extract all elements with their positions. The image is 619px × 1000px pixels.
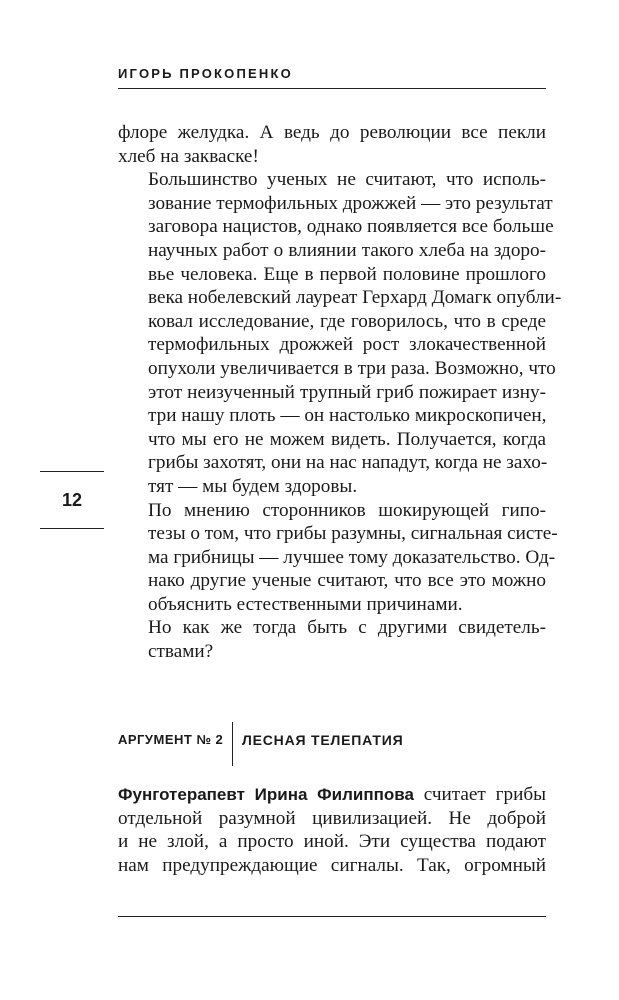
text-line: По мнению сторонников шокирующей гипо- (148, 499, 546, 521)
text-line: научных работ о влиянии такого хлеба на здоро- (148, 239, 546, 261)
paragraph (118, 499, 558, 617)
section-line: отдельной разумной цивилизацией. Не доброй (118, 807, 546, 829)
text-line: тезы о том, что грибы разумны, сигнальная систе- (148, 523, 558, 545)
section-first-line-rest: считает грибы (413, 784, 546, 805)
section-line: и не злой, а просто иной. Эти существа подают (118, 831, 546, 853)
argument-title: ЛЕСНАЯ ТЕЛЕПАТИЯ (242, 732, 404, 748)
text-line: термофильных дрожжей рост злокачественной (148, 334, 546, 356)
expert-name: Фунготерапевт Ирина Филиппова (118, 785, 414, 804)
text-line: опухоли увеличивается в три раза. Возможно, что (148, 357, 556, 379)
page-number: 12 (61, 490, 83, 510)
text-line: объяснить естественными причинами. (148, 593, 463, 615)
text-line: ма грибницы — лучшее тому доказательство. Од- (148, 546, 556, 568)
section-divider (232, 722, 233, 766)
text-line: века нобелевский лауреат Герхард Домагк опубли- (148, 287, 562, 309)
section-text (118, 783, 546, 877)
argument-label: АРГУМЕНТ № 2 (118, 732, 224, 747)
footer-rule (118, 916, 546, 917)
text-line: нако другие ученые считают, что все это можно (148, 570, 546, 592)
text-line: вье человека. Еще в первой половине прошлого (148, 263, 546, 285)
section-first-line (118, 783, 546, 807)
text-line: хлеб на закваске! (118, 145, 259, 167)
section-heading (118, 722, 546, 766)
text-line: ствами? (148, 641, 214, 663)
text-line: этот неизученный трупный гриб пожирает изну- (148, 381, 546, 403)
text-line: Большинство ученых не считают, что исполь- (148, 169, 546, 191)
paragraph (118, 616, 546, 663)
text-line: что мы его не можем видеть. Получается, когда (148, 428, 546, 450)
text-line: флоре желудка. А ведь до революции все пекли (118, 122, 546, 143)
section-line: нам предупреждающие сигналы. Так, огромный (118, 854, 546, 876)
text-line: заговора нацистов, однако появляется все больше (148, 216, 554, 238)
header-rule (118, 88, 546, 89)
text-line: грибы захотят, они на нас нападут, когда не захо- (148, 452, 548, 474)
text-line: тят — мы будем здоровы. (148, 475, 358, 497)
paragraph (118, 168, 562, 498)
text-line: три нашу плоть — он настолько микроскопичен, (148, 405, 547, 427)
running-head: ИГОРЬ ПРОКОПЕНКО (118, 66, 293, 81)
paragraph (118, 121, 546, 168)
body-text (118, 121, 562, 664)
text-line: Но как же тогда быть с другими свидетель- (148, 617, 546, 639)
page-number-rule-bottom (40, 528, 104, 529)
page-number-block (40, 471, 104, 529)
text-line: зование термофильных дрожжей — это результат (148, 192, 553, 214)
text-line: ковал исследование, где говорилось, что в среде (148, 310, 546, 332)
